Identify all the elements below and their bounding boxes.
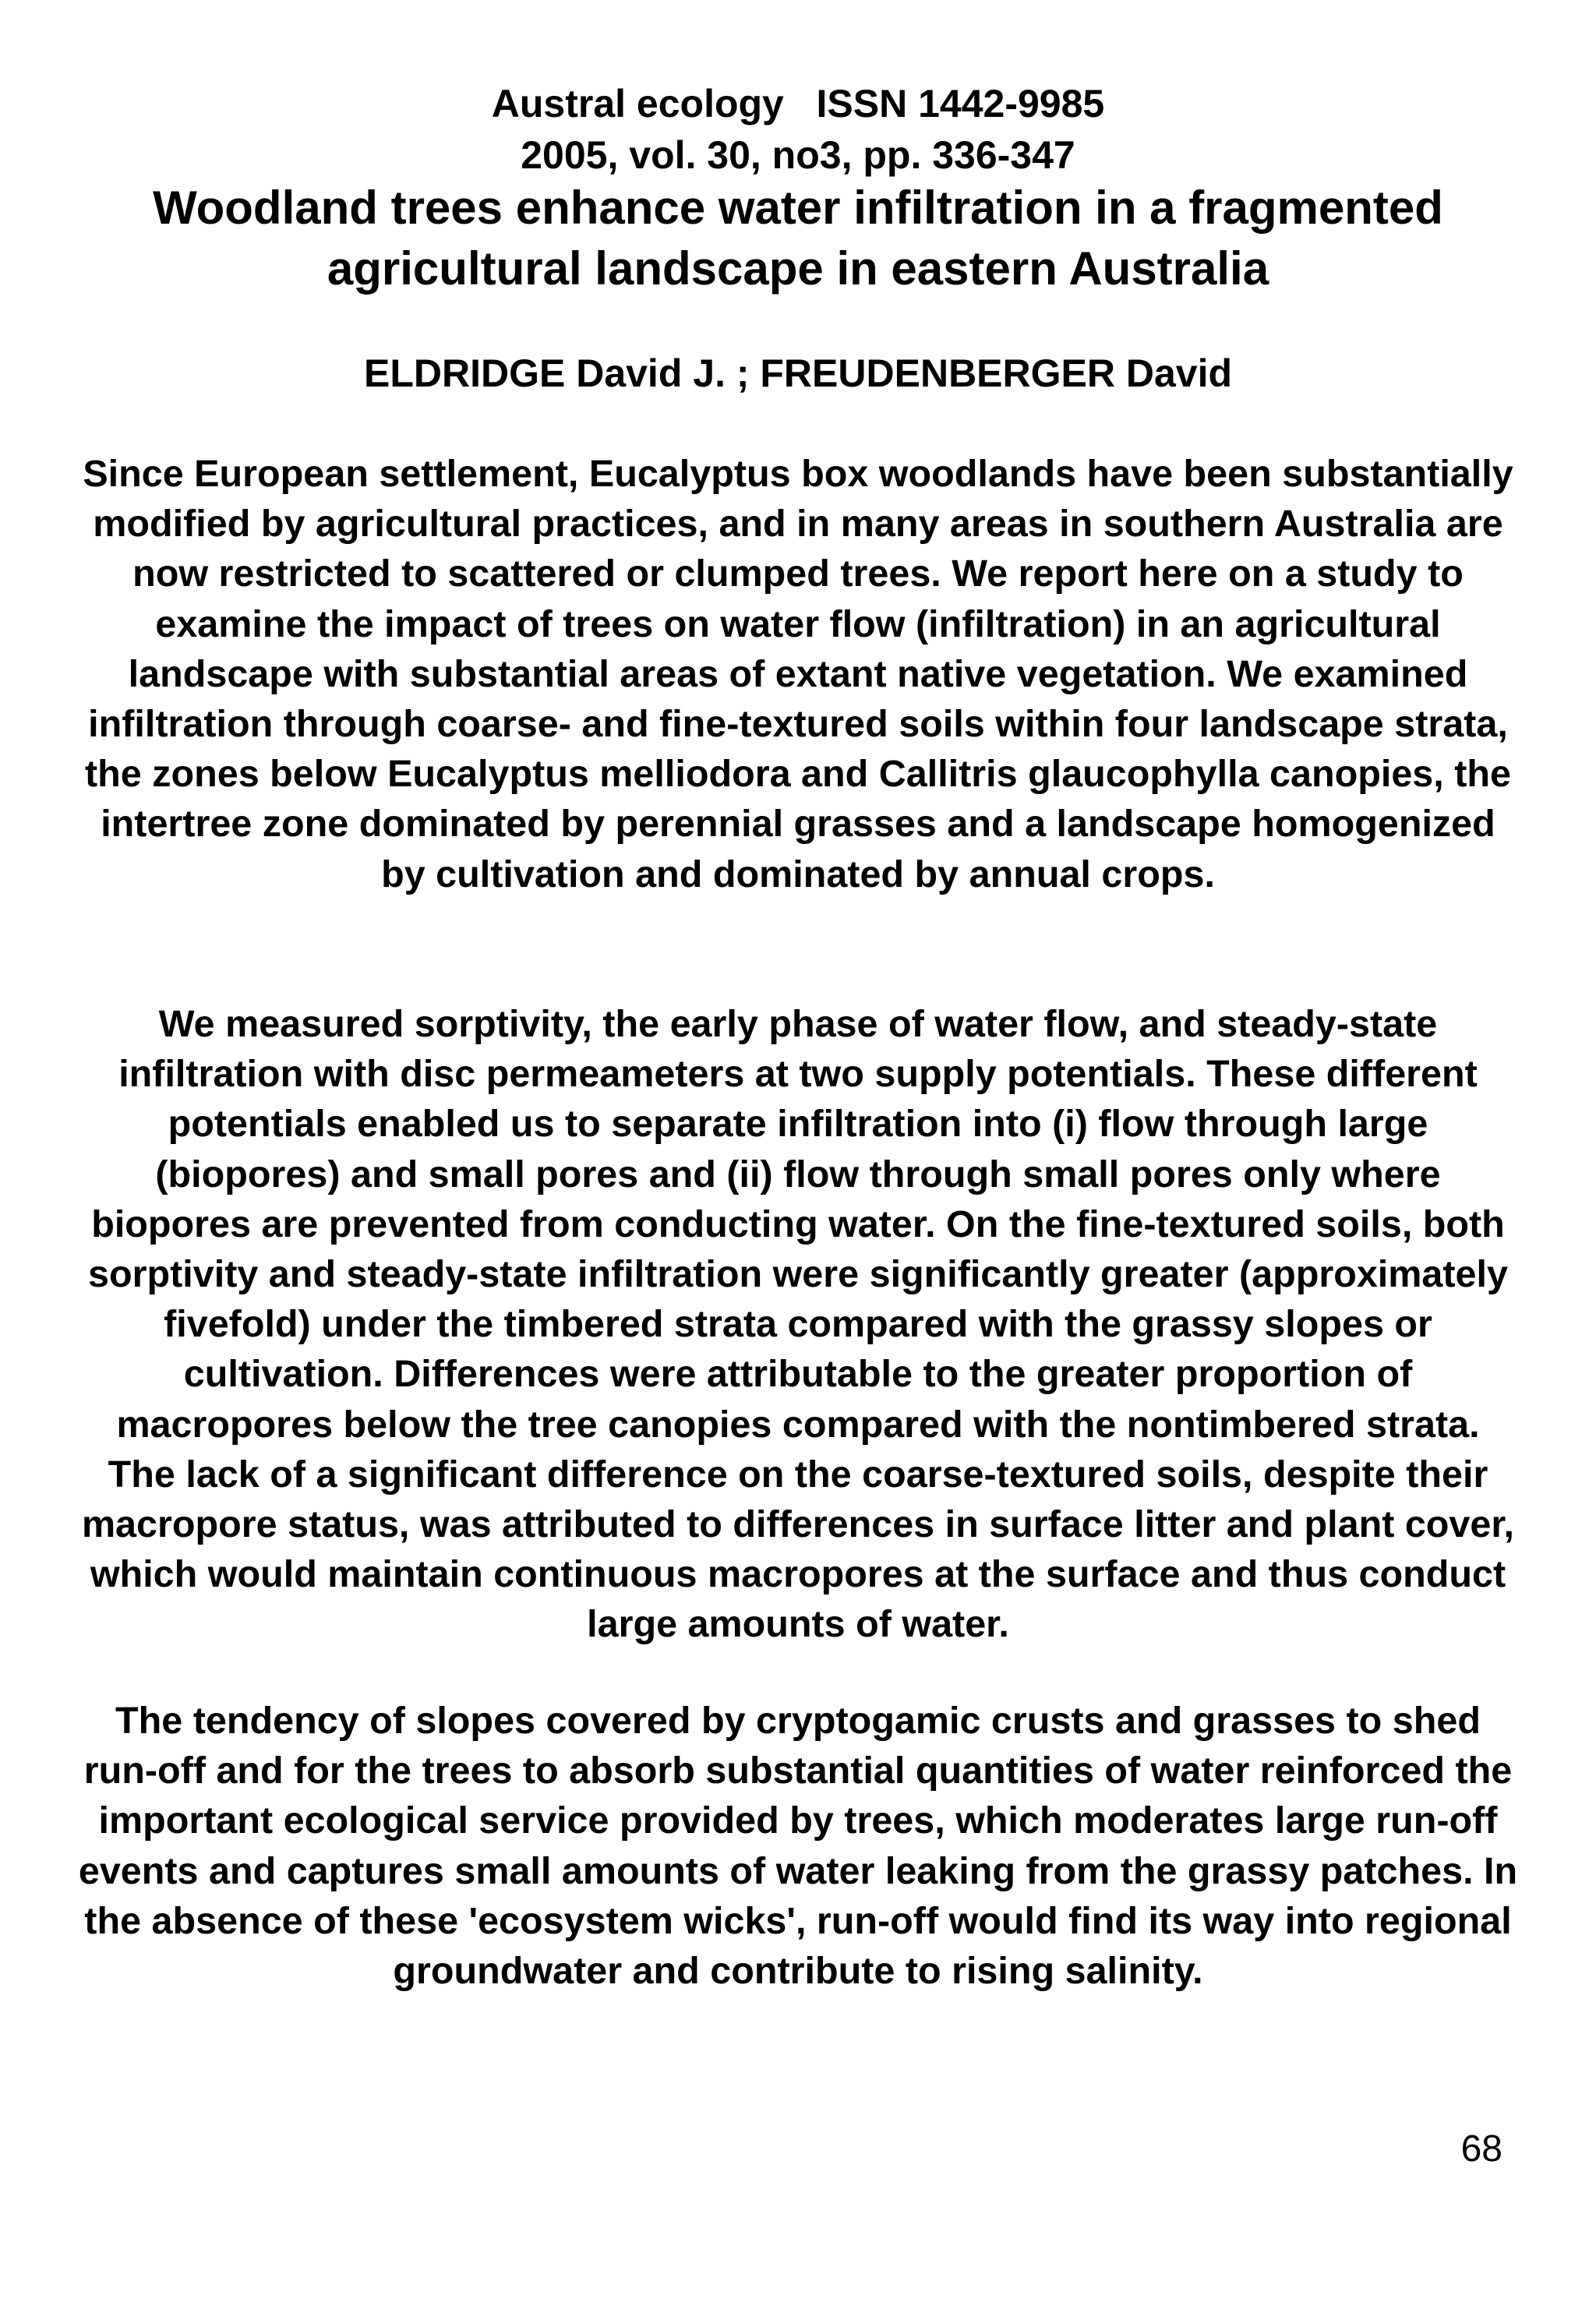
journal-citation [78,78,1518,181]
journal-issn-line: Austral ecology ISSN 1442-9985 [491,82,1105,125]
article-title: Woodland trees enhance water infiltration in a fragmented agricultural landscape in eastern Australia [153,182,1443,295]
abstract-paragraph-3: The tendency of slopes covered by cryptogamic crusts and grasses to shed run-off and for the trees to absorb substantial quantities of water reinforced the important ecological service provided by trees, which moderates large run-off events and captures small amounts of water leaking from the grassy patches. In the absence of these 'ecosystem wicks', run-off would find its way into regional groundwater and contribute to rising salinity. [78,1700,1518,1993]
journal-issue-line: 2005, vol. 30, no3, pp. 336-347 [521,133,1075,177]
abstract-paragraph-2: We measured sorptivity, the early phase of water flow, and steady-state infiltration with disc permeameters at two supply potentials. These different potentials enabled us to separate infiltration into (i) flow through large (biopores) and small pores and (ii) flow through small pores only where biopores are prevented from conducting water. On the fine-textured soils, both sorptivity and steady-state infiltration were significantly greater (approximately fivefold) under the timbered strata compared with the grassy slopes or cultivation. Differences were attributable to the greater proportion of macropores below the tree canopies compared with the nontimbered strata. The lack of a significant difference on the coarse-textured soils, despite their macropore status, was attributed to differences in surface litter and plant cover, which would maintain continuous macropores at the surface and thus conduct large amounts of water. [81,1003,1515,1646]
abstract-paragraph-1: Since European settlement, Eucalyptus box woodlands have been substantially modified by agricultural practices, and in many areas in southern Australia are now restricted to scattered or clumped trees. We report here on a study to examine the impact of trees on water flow (infiltration) in an agricultural landscape with substantial areas of extant native vegetation. We examined infiltration through coarse- and fine-textured soils within four landscape strata, the zones below Eucalyptus melliodora and Callitris glaucophylla canopies, the intertree zone dominated by perennial grasses and a landscape homogenized by cultivation and dominated by annual crops. [83,453,1513,895]
page-number: 68 [1460,2128,1502,2170]
article-authors: ELDRIDGE David J. ; FREUDENBERGER David [363,351,1233,395]
